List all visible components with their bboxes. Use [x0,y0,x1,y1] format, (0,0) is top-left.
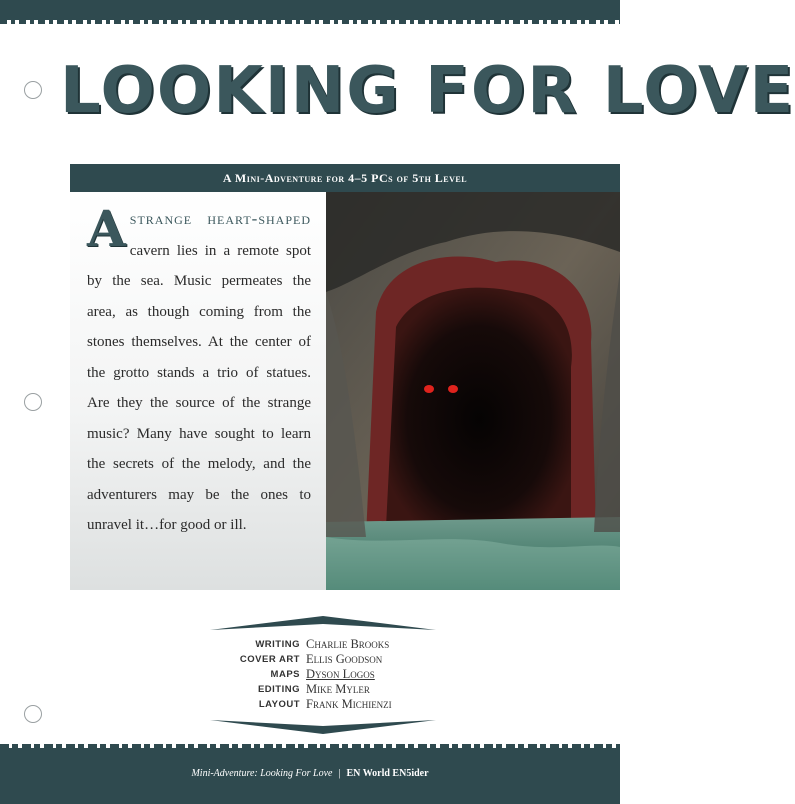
credit-label: MAPS [270,669,300,680]
credit-row-layout [210,697,436,712]
credit-label: COVER ART [239,654,300,665]
credit-row-cover-art [210,652,436,667]
credits-bottom-flourish [210,716,436,736]
binder-hole-bottom [24,705,42,723]
credit-row-writing [210,637,436,652]
credit-name-link[interactable]: Dyson Logos [306,667,375,681]
footer-brand: EN World EN5ider [346,768,429,779]
intro-paragraph [87,199,311,541]
credits-block [210,616,436,736]
footer-publication: Mini-Adventure: Looking For Love [191,768,333,779]
subtitle-bar: A Mini-Adventure for 4–5 PCs of 5th Level [70,164,620,192]
drop-cap: A [87,199,126,258]
credit-name: Ellis Goodson [306,652,383,666]
credit-name: Mike Myler [306,682,370,696]
credit-row-editing [210,682,436,697]
cover-art-image [326,192,620,590]
credit-label: WRITING [255,639,300,650]
binder-hole-top [24,81,42,99]
intro-lead: strange heart-shaped [129,209,311,228]
intro-body: cavern lies in a remote spot by the sea. Music permeates the area, as though coming from the stones themselves. At the center of the grotto stands a trio of statues. Are they the source of the strange music? Many have sought to learn the secrets of the melody, and the adventurers may be the ones to unravel it…for good or ill. [87,242,311,533]
credit-label: EDITING [257,684,300,695]
page-title: LOOKING FOR LOVE [60,54,795,128]
credits-top-flourish [210,616,436,636]
credit-row-maps [210,667,436,682]
credit-name: Charlie Brooks [306,637,390,651]
credit-name: Frank Michienzi [306,697,392,711]
binder-hole-middle [24,393,42,411]
footer-separator: | [338,768,341,779]
top-header-band [0,0,620,20]
credit-label: LAYOUT [258,699,300,710]
footer [0,768,620,779]
